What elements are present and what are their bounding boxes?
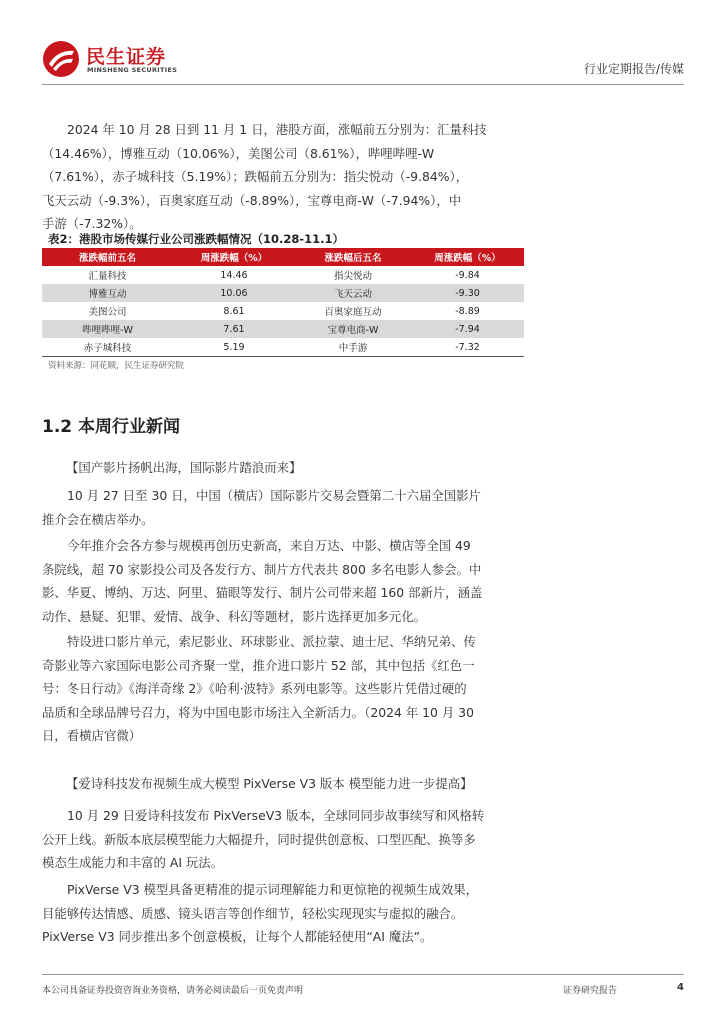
table-row (42, 284, 524, 302)
text-line: PixVerse V3 模型具备更精准的提示词理解能力和更惊艳的视频生成效果， (67, 882, 479, 897)
news-paragraph (42, 534, 502, 628)
table-cell: -8.89 (455, 305, 480, 317)
column-header: 涨跌幅后五名 (295, 248, 411, 266)
news-paragraph (42, 630, 502, 748)
text-line: PixVerse V3 同步推出多个创意模板，让每个人都能轻使用“AI 魔法”。 (42, 929, 433, 944)
table-row (42, 266, 524, 284)
intro-paragraph (42, 118, 502, 236)
text-line: 公开上线。新版本底层模型能力大幅提升，同时提供创意板、口型匹配、换等多 (42, 831, 476, 847)
column-header: 涨跌幅前五名 (42, 248, 173, 266)
text-line: 推介会在横店举办。 (42, 511, 154, 527)
news-paragraph (42, 804, 502, 875)
table-row (42, 338, 524, 357)
page-number: 4 (677, 982, 684, 993)
news-paragraph (42, 878, 502, 949)
table-cell: -7.32 (411, 338, 524, 357)
table-cell: 哔哩哔哩-W (42, 320, 173, 338)
table-cell: 汇量科技 (88, 271, 127, 282)
text-line: 影、华夏、博纳、万达、阿里、猫眼等发行、制片公司带来超 160 部新片，涵盖 (42, 585, 483, 600)
minsheng-logo-icon (42, 40, 80, 78)
table-cell: 博雅互动 (42, 284, 173, 302)
column-header: 周涨跌幅（%） (411, 248, 524, 266)
text-line: （7.61%），赤子城科技（5.19%）；跌幅前五分别为：指尖悦动（-9.84%）， (42, 169, 469, 184)
footer-divider (42, 974, 684, 975)
logo-text-en: MINSHENG SECURITIES (87, 66, 178, 74)
table-cell: 10.06 (173, 284, 295, 302)
text-line: 今年推介会各方参与规模再创历史新高，来自万达、中影、横店等全国 49 (67, 538, 471, 553)
footer-disclaimer: 本公司具备证券投资咨询业务资格，请务必阅读最后一页免责声明 (42, 986, 304, 996)
table-cell: 美图公司 (88, 307, 127, 318)
table-title: 表2：港股市场传媒行业公司涨跌幅情况（10.28-11.1） (48, 232, 345, 246)
table-cell: 飞天云动 (295, 284, 411, 302)
table-cell: 7.61 (173, 320, 295, 338)
table-row (42, 320, 524, 338)
text-line: 飞天云动（-9.3%），百奥家庭互动（-8.89%），宝尊电商-W（-7.94%），中 (42, 192, 462, 208)
table-cell: 宝尊电商-W (295, 320, 411, 338)
table-source: 资料来源：同花顺，民生证券研究院 (48, 361, 185, 371)
table-cell: -9.84 (455, 269, 480, 281)
text-line: 奇影业等六家国际电影公司齐聚一堂，推介进口影片 52 部，其中包括《红色一 (42, 657, 475, 673)
column-header: 周涨跌幅（%） (173, 248, 295, 266)
text-line: 2024 年 10 月 28 日到 11 月 1 日，港股方面，涨幅前五分别为：汇量科技 (67, 122, 487, 137)
table-cell: 百奥家庭互动 (324, 307, 382, 318)
table-cell: -7.94 (411, 320, 524, 338)
text-line: 手游（-7.32%）。 (42, 216, 142, 231)
table-row (42, 302, 524, 320)
table-cell: 指尖悦动 (333, 271, 372, 282)
text-line: 模态生成能力和丰富的 AI 玩法。 (42, 855, 224, 870)
table-cell: -9.30 (411, 284, 524, 302)
table-cell: 8.61 (223, 305, 245, 317)
text-line: （14.46%），博雅互动（10.06%），美图公司（8.61%），哔哩哔哩-W (42, 145, 435, 161)
news-headline: 【国产影片扬帆出海，国际影片踏浪而来】 (66, 460, 302, 475)
news-headline: 【爱诗科技发布视频生成大模型 PixVerse V3 版本 模型能力进一步提高】 (66, 776, 473, 791)
news-paragraph (42, 484, 502, 531)
hk-media-stocks-table (42, 248, 524, 357)
text-line: 特设进口影片单元，索尼影业、环球影业、派拉蒙、迪士尼、华纳兄弟、传 (67, 634, 476, 649)
table-cell: 赤子城科技 (42, 338, 173, 357)
header-divider (42, 84, 684, 85)
text-line: 目能够传达情感、质感、镜头语言等创作细节，轻松实现现实与虚拟的融合。 (42, 905, 464, 921)
logo-text-cn: 民生证券 (86, 46, 167, 68)
text-line: 动作、悬疑、犯罪、爱情、战争、科幻等题材，影片选择更加多元化。 (42, 608, 427, 624)
text-line: 条院线，超 70 家影投公司及各发行方、制片方代表共 800 多名电影人参会。中 (42, 561, 482, 577)
section-title: 1.2 本周行业新闻 (42, 417, 181, 437)
text-line: 号：冬日行动》《海洋奇缘 2》《哈利·波特》系列电影等。这些影片凭借过硬的 (42, 681, 467, 696)
table-cell: 中手游 (295, 338, 411, 357)
table-cell: 14.46 (220, 269, 248, 281)
report-category: 行业定期报告/传媒 (583, 62, 684, 76)
page-header (42, 40, 684, 84)
text-line: 品质和全球品牌号召力，将为中国电影市场注入全新活力。（2024 年 10 月 30 (42, 704, 474, 720)
text-line: 10 月 29 日爱诗科技发布 PixVerseV3 版本，全球同同步故事续写和风格转 (67, 808, 485, 823)
table-cell: 5.19 (173, 338, 295, 357)
text-line: 10 月 27 日至 30 日，中国（横店）国际影片交易会暨第二十六届全国影片 (67, 488, 481, 503)
table-header-row (42, 248, 524, 266)
footer-report-type: 证券研究报告 (563, 986, 618, 996)
text-line: 日，看横店官微） (42, 728, 142, 743)
